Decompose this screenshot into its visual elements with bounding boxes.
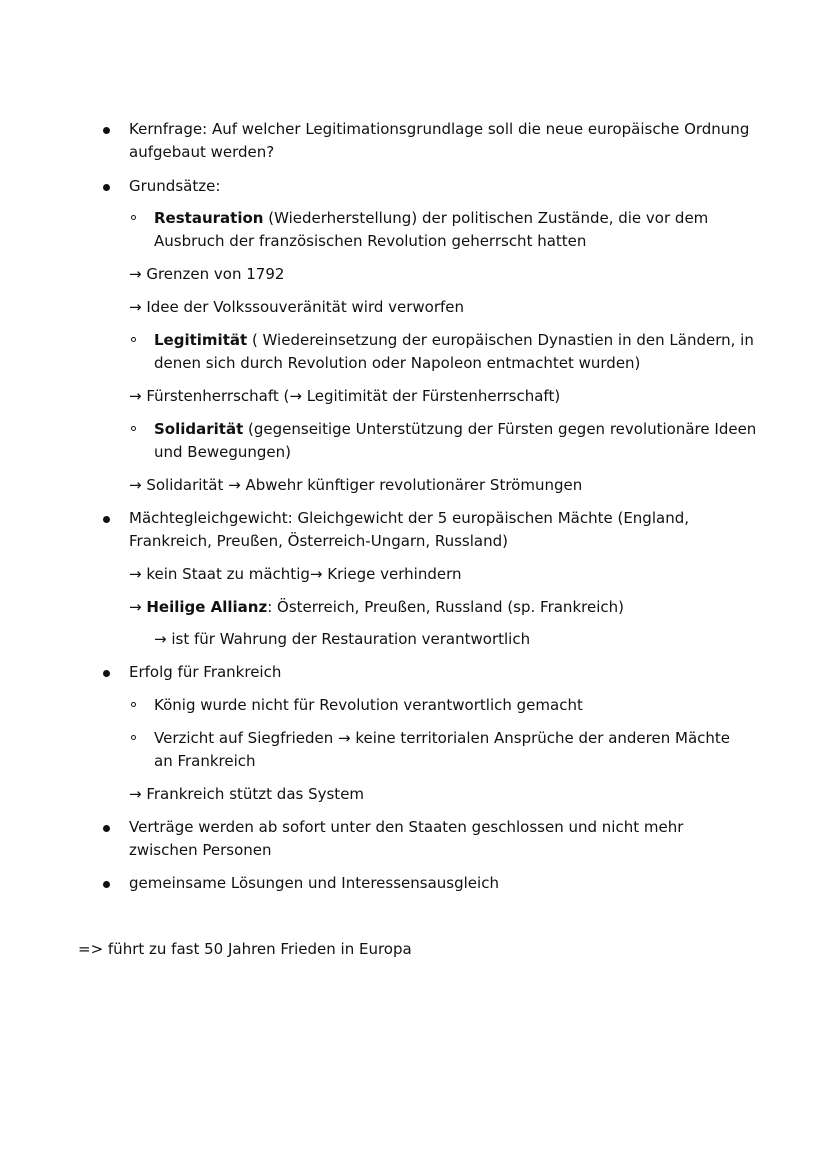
legitimitaet-term: Legitimität <box>154 331 248 349</box>
arrow-right-icon: → <box>129 387 142 405</box>
restauration-desc: (Wiederherstellung) der politischen Zustände, die vor dem <box>263 209 709 227</box>
grundsaetze-heading: Grundsätze: <box>129 177 221 195</box>
vertraege-line-1: Verträge werden ab sofort unter den Staaten geschlossen und nicht mehr <box>129 818 684 836</box>
bullet-icon <box>103 881 110 888</box>
solidaritaet-term: Solidarität <box>154 420 244 438</box>
circle-bullet-icon <box>131 702 136 707</box>
legitimitaet-line-1: Legitimität ( Wiedereinsetzung der europäischen Dynastien in den Ländern, in <box>154 331 754 349</box>
fuerstenherrschaft-line: → Fürstenherrschaft (→ Legitimität der Fürstenherrschaft) <box>129 387 561 405</box>
restauration-term: Restauration <box>154 209 264 227</box>
grenzen-line: → Grenzen von 1792 <box>129 265 285 283</box>
loesungen-line: gemeinsame Lösungen und Interessensausgleich <box>129 874 499 892</box>
bullet-icon <box>103 184 110 191</box>
maechte-line-2: Frankreich, Preußen, Österreich-Ungarn, Russland) <box>129 532 508 550</box>
circle-bullet-icon <box>131 426 136 431</box>
arrow-right-icon: → <box>129 785 142 803</box>
koenig-line: König wurde nicht für Revolution verantwortlich gemacht <box>154 696 583 714</box>
solidaritaet-line-1: Solidarität (gegenseitige Unterstützung der Fürsten gegen revolutionäre Ideen <box>154 420 757 438</box>
legitimitaet-line-2: denen sich durch Revolution oder Napoleon entmachtet wurden) <box>154 354 641 372</box>
circle-bullet-icon <box>131 337 136 342</box>
bullet-icon <box>103 516 110 523</box>
bullet-icon <box>103 825 110 832</box>
arrow-right-icon: → <box>129 598 142 616</box>
kein-staat-line: → kein Staat zu mächtig→ Kriege verhindern <box>129 565 462 583</box>
verzicht-line-1: Verzicht auf Siegfrieden → keine territorialen Ansprüche der anderen Mächte <box>154 729 731 747</box>
wahrung-line: → ist für Wahrung der Restauration verantwortlich <box>154 630 531 648</box>
solidaritaet-line-2: und Bewegungen) <box>154 443 291 461</box>
arrow-right-icon: → <box>338 729 351 747</box>
restauration-line-2: Ausbruch der französischen Revolution geherrscht hatten <box>154 232 587 250</box>
volkssouveraenitaet-line: → Idee der Volkssouveränität wird verworfen <box>129 298 465 316</box>
arrow-right-icon: → <box>129 298 142 316</box>
heilige-allianz-line: → Heilige Allianz: Österreich, Preußen, Russland (sp. Frankreich) <box>129 598 624 616</box>
arrow-right-icon: → <box>129 565 142 583</box>
arrow-right-icon: → <box>289 387 302 405</box>
vertraege-line-2: zwischen Personen <box>129 841 272 859</box>
solidaritaet-arrow-line: → Solidarität → Abwehr künftiger revolutionärer Strömungen <box>129 476 583 494</box>
circle-bullet-icon <box>131 735 136 740</box>
circle-bullet-icon <box>131 215 136 220</box>
arrow-right-icon: → <box>129 265 142 283</box>
verzicht-line-2: an Frankreich <box>154 752 256 770</box>
kernfrage-line-1: Kernfrage: Auf welcher Legitimationsgrundlage soll die neue europäische Ordnung <box>129 120 750 138</box>
arrow-right-icon: → <box>228 476 241 494</box>
maechte-line-1: Mächtegleichgewicht: Gleichgewicht der 5 europäischen Mächte (England, <box>129 509 689 527</box>
heilige-allianz-term: Heilige Allianz <box>146 598 268 616</box>
kernfrage-line-2: aufgebaut werden? <box>129 143 275 161</box>
erfolg-heading: Erfolg für Frankreich <box>129 663 282 681</box>
restauration-line-1 <box>154 207 708 230</box>
arrow-right-icon: → <box>154 630 167 648</box>
fazit-line: => führt zu fast 50 Jahren Frieden in Europa <box>78 940 412 958</box>
arrow-right-icon: → <box>129 476 142 494</box>
bullet-icon <box>103 127 110 134</box>
stuetzt-line: → Frankreich stützt das System <box>129 785 365 803</box>
arrow-right-icon: → <box>309 565 323 583</box>
bullet-icon <box>103 670 110 677</box>
